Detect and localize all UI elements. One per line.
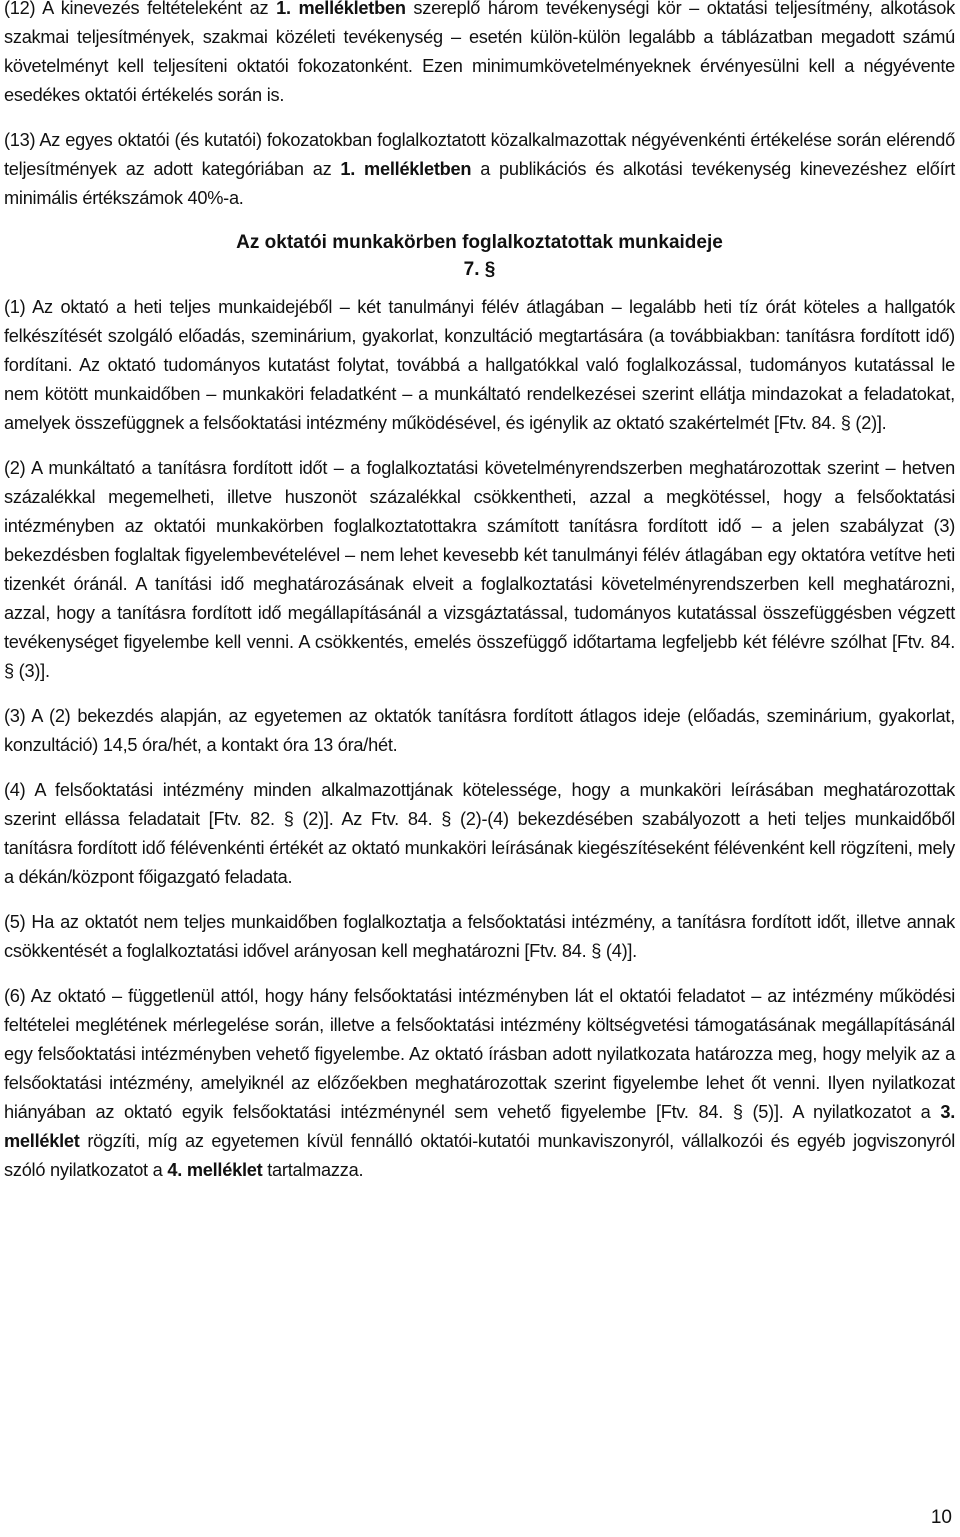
- section-title: Az oktatói munkakörben foglalkoztatottak munkaideje: [236, 232, 723, 253]
- section-heading: [4, 229, 955, 283]
- section-7-paragraph-5: (5) Ha az oktatót nem teljes munkaidőben foglalkoztatja a felsőoktatási intézmény, a tanításra fordított időt, illetve annak csökkentését a foglalkoztatási idővel arányosan kell meghatározni [Ftv. 84. § (4)].: [4, 912, 955, 961]
- section-7-paragraph-4: (4) A felsőoktatási intézmény minden alkalmazottjának kötelessége, hogy a munkaköri leírásában meghatározottak szerint ellássa feladatait [Ftv. 82. § (2)]. Az Ftv. 84. § (2)-(4) bekezdésében szabályozott a heti teljes munkaidőből tanításra fordított idő félévenkénti értékét az oktató munkaköri leírásának kiegészítéseként félévenként kell rögzíteni, mely a dékán/központ főigazgató feladata.: [4, 780, 955, 887]
- paragraph-6-text-end: tartalmazza.: [262, 1160, 364, 1180]
- annex-reference: 4. melléklet: [167, 1160, 263, 1180]
- section-7-paragraph-1: (1) Az oktató a heti teljes munkaidejéből – két tanulmányi félév átlagában – legalább heti tíz órát köteles a hallgatók felkészítését szolgáló előadás, szeminárium, gyakorlat, konzultáció megtartására (a továbbiakban: tanításra fordított idő) fordítani. Az oktató tudományos kutatást folytat, továbbá a hallgatókkal való foglalkozással, tudományos kutatással le nem kötött munkaidőben – munkaköri feladatként – a munkáltató rendelkezései szerint ellátja mindazokat a feladatokat, amelyek összefüggnek a felsőoktatási intézmény működésével, és igénylik az oktató szakértelmét [Ftv. 84. § (2)].: [4, 297, 955, 433]
- section-7-paragraph-2: (2) A munkáltató a tanításra fordított időt – a foglalkoztatási követelményrendszerben meghatározottak szerint – hetven százalékkal megemelheti, illetve huszonöt százalékkal csökkentheti, azzal a megkötéssel, hogy a felsőoktatási intézményben az oktatói munkakörben foglalkoztatottakra számított tanításra fordított idő – a jelen szabályzat (3) bekezdésben foglaltak figyelembevételével – nem lehet kevesebb két tanulmányi félév átlagában egy oktatóra vetítve heti tizenkét óránál. A tanítási idő meghatározásának elveit a foglalkoztatási követelményrendszerben kell meghatározni, azzal, hogy a tanításra fordított idő megállapításánál a vizsgáztatással, tudományos kutatással összefüggésben végzett tevékenységet figyelembe kell venni. A csökkentés, emelés összefüggő időtartama legfeljebb két félévre szólhat [Ftv. 84. § (3)].: [4, 458, 955, 681]
- paragraph-13: [4, 126, 955, 213]
- paragraph-6-text-cont: rögzíti, míg az egyetemen kívül fennálló oktatói-kutatói munkaviszonyról, vállalkozói és egyéb jogviszonyról szóló nyilatkozatot a: [4, 1131, 955, 1180]
- page-number: 10: [930, 1507, 952, 1528]
- section-7-paragraph-6: [4, 982, 955, 1185]
- paragraph-12-text-cont: szereplő három tevékenységi kör – oktatási teljesítmény, alkotások szakmai teljesítmények, szakmai közéleti tevékenység – esetén külön-külön legalább a táblázatban megadott számú követelményt kell teljesíteni oktatói fokozatonként. Ezen minimumkövetelményeknek érvényesülni kell a négyévente esedékes oktatói értékelés során is.: [4, 0, 955, 105]
- paragraph-13-text-cont: a publikációs és alkotási tevékenység kinevezéshez előírt minimális értékszámok 40%-a.: [4, 159, 956, 208]
- annex-reference: 3. melléklet: [4, 1102, 955, 1151]
- annex-reference: 1. mellékletben: [276, 0, 406, 18]
- paragraph-12-text: (12) A kinevezés feltételeként az: [4, 0, 277, 18]
- paragraph-6-text: (6) Az oktató – függetlenül attól, hogy hány felsőoktatási intézményben lát el oktatói feladatot – az intézmény működési feltételei meglétének mérlegelése során, illetve a felsőoktatási intézmény költségvetési támogatásának megállapításánál egy felsőoktatási intézményben vehető figyelembe. Az oktató írásban adott nyilatkozata határozza meg, hogy melyik az a felsőoktatási intézmény, amelyiknél az előzőekben meghatározottak szerint figyelembe lehet őt venni. Ilyen nyilatkozat hiányában az oktató egyik felsőoktatási intézménynél sem vehető figyelembe [Ftv. 84. § (5)]. A nyilatkozatot a: [4, 986, 955, 1122]
- paragraph-12: [4, 0, 955, 110]
- annex-reference: 1. mellékletben: [340, 159, 472, 179]
- section-7-paragraph-3: (3) A (2) bekezdés alapján, az egyetemen az oktatók tanításra fordított átlagos ideje (előadás, szeminárium, gyakorlat, konzultáció) 14,5 óra/hét, a kontakt óra 13 óra/hét.: [4, 706, 955, 755]
- section-number: 7. §: [463, 259, 496, 280]
- document-page: [4, 0, 955, 1201]
- paragraph-13-text: (13) Az egyes oktatói (és kutatói) fokozatokban foglalkoztatott közalkalmazottak négyévenkénti értékelése során elérendő teljesítmények az adott kategóriában az: [4, 130, 955, 179]
